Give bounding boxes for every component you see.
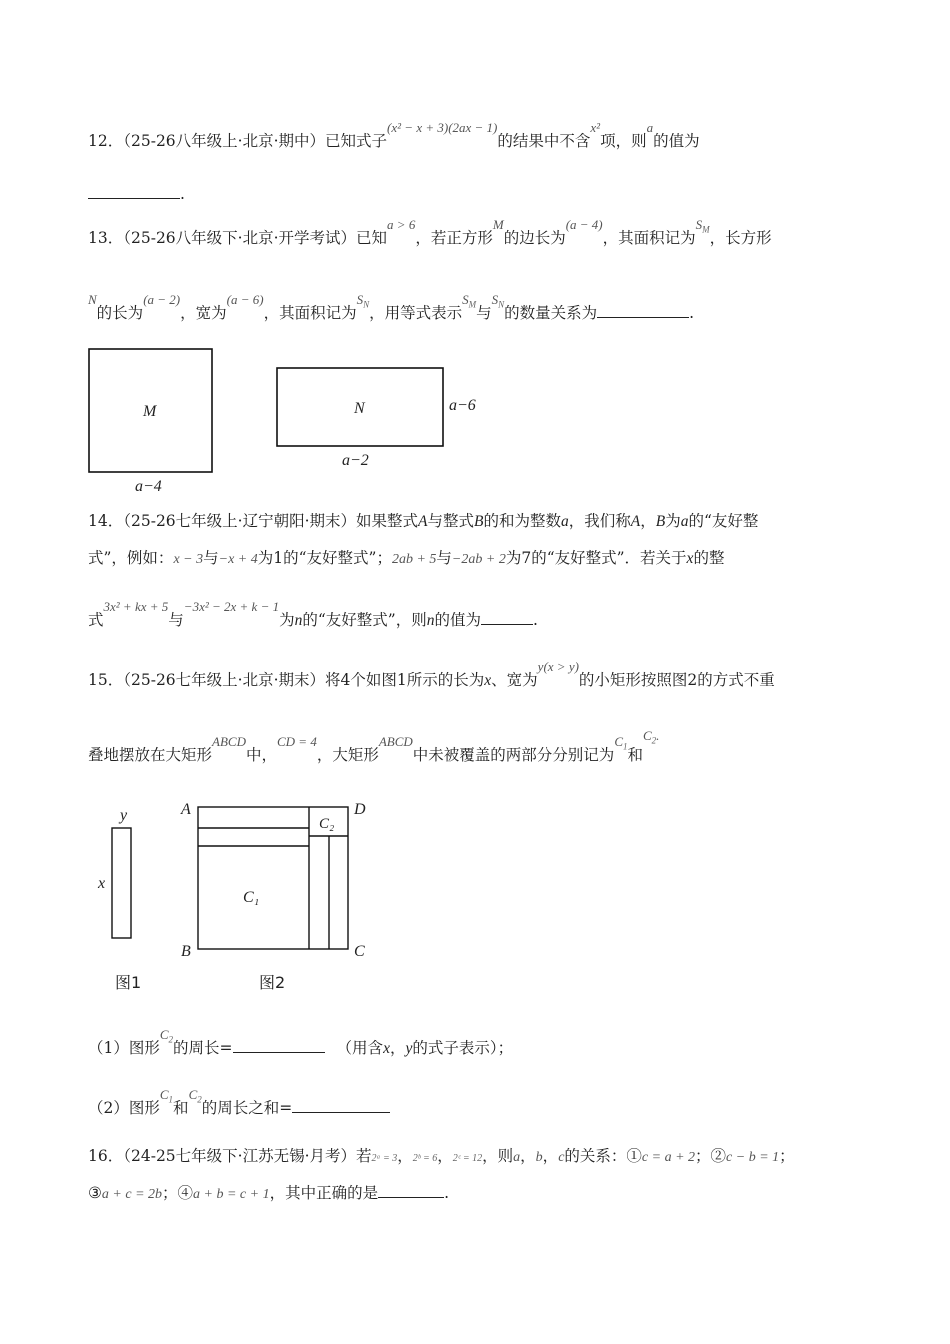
q15-C2 — [643, 728, 660, 746]
q13-text: ，宽为 — [180, 304, 227, 322]
q14-line-1 — [88, 511, 758, 532]
fig1-label-y: y — [120, 807, 128, 824]
q16-expr: 2ᶜ = 12 — [452, 1153, 483, 1164]
q13-text: ，其面积记为 — [602, 229, 696, 247]
q15-text: （用含 — [336, 1039, 384, 1057]
q15-text: 、宽为 — [491, 671, 538, 689]
q15-C1-sub: 1 — [168, 1094, 174, 1105]
q16-expr: 2ᵃ = 3 — [371, 1153, 398, 1164]
q15-var-y: y — [405, 1040, 413, 1057]
q15-C1-sub: 1 — [622, 741, 628, 752]
q15-C2-sub: 2 — [168, 1034, 174, 1045]
q16-comma: ， — [437, 1147, 453, 1165]
q16-comma: ， — [520, 1147, 536, 1165]
q15-text: 中未被覆盖的两部分分别记为 — [412, 746, 615, 764]
q15-text: 叠地摆放在大矩形 — [88, 746, 213, 764]
q15-text: 和 — [627, 746, 643, 764]
q16-period: . — [444, 1184, 450, 1202]
q14-text: ， — [640, 512, 656, 530]
q12-text: 的结果中不含 — [497, 132, 591, 150]
answer-blank[interactable] — [88, 184, 180, 199]
q14-period: . — [533, 611, 538, 629]
q14-var-x: x — [686, 550, 694, 567]
answer-blank[interactable] — [233, 1038, 325, 1053]
q13-SN-sub: N — [363, 299, 370, 310]
q13-text: ，用等式表示 — [369, 304, 463, 322]
q14-text: 如果整式 — [356, 512, 419, 530]
q15-C1 — [614, 734, 628, 752]
q14-source: （25-26七年级上·辽宁朝阳·期末） — [123, 512, 357, 530]
q14-text: 与 — [203, 549, 219, 567]
q16-source: （24-25七年级下·江苏无锡·月考） — [123, 1147, 357, 1165]
q13-SN-2 — [491, 292, 505, 310]
q14-text: 为1的“友好整式”； — [257, 549, 392, 567]
q14-text: ，我们称 — [568, 512, 631, 530]
q15-C1-letter: C — [614, 734, 623, 749]
q13-var-N: N — [88, 292, 97, 307]
q14-number: 14． — [88, 512, 124, 530]
q14-var-A: A — [630, 513, 641, 530]
q14-text: 与 — [436, 549, 452, 567]
q13-line-1 — [88, 217, 772, 254]
q16-line-1 — [88, 1146, 795, 1169]
q14-text: 的“友好整 — [688, 512, 759, 530]
q16-text: ③ — [88, 1184, 102, 1202]
q15-C1-letter: C — [159, 1087, 169, 1102]
fig2-label-C: C — [354, 943, 365, 960]
q14-var-B: B — [655, 513, 666, 530]
q14-text: 与 — [168, 611, 184, 629]
q13-SM-2 — [462, 292, 477, 310]
answer-blank[interactable] — [481, 610, 533, 625]
q13-SM-letter: S — [695, 217, 703, 232]
q14-text: 为 — [665, 512, 681, 530]
q15-text: ，大矩形 — [316, 746, 379, 764]
q13-text: ，长方形 — [709, 229, 772, 247]
q13-SM-letter: S — [462, 292, 469, 307]
fig2-label-A: A — [181, 801, 191, 818]
q13-text: 的数量关系为 — [504, 304, 598, 322]
q14-text: 式”，例如： — [88, 549, 174, 567]
q16-line-2 — [88, 1183, 449, 1205]
q15-C2-letter: C — [159, 1027, 169, 1042]
q16-text: ；② — [695, 1147, 727, 1165]
q16-comma: ， — [397, 1147, 413, 1165]
q13-var-M: M — [492, 217, 504, 232]
q12-expression: (x² − x + 3)(2ax − 1) — [387, 120, 498, 135]
q15-C2-letter: C — [188, 1087, 198, 1102]
q16-relation-3: a + c = 2b — [101, 1187, 163, 1202]
q15-line-2 — [88, 728, 660, 771]
q14-var-n: n — [426, 612, 435, 629]
q15-period: . — [656, 728, 660, 743]
q16-comma: ， — [542, 1147, 559, 1165]
q16-relation-2: c − b = 1 — [726, 1150, 780, 1165]
q14-text: 与整式 — [427, 512, 475, 530]
q15-C2-sub: 2 — [197, 1094, 202, 1105]
q14-expr: −x + 4 — [218, 552, 258, 567]
q13-SN-sub: N — [498, 299, 505, 310]
q13-text: 的边长为 — [503, 229, 566, 247]
q13-number: 13． — [88, 229, 124, 247]
q14-text: 为7的“友好整式”．若关于 — [505, 549, 687, 567]
q15-CD: CD = 4 — [276, 734, 317, 749]
q14-text: 的“友好整式”，则 — [302, 611, 427, 629]
q13-width: (a − 6) — [226, 292, 264, 307]
q12-x-squared: x² — [590, 120, 601, 135]
q15-ABCD: ABCD — [378, 734, 413, 749]
q13-SM-sub: M — [702, 224, 710, 235]
q12-source: （25-26八年级上·北京·期中） — [123, 132, 326, 150]
q16-expr: 2ᵇ = 6 — [412, 1153, 438, 1164]
q15-var-x: x — [484, 672, 492, 689]
q15-text: 的小矩形按照图2的方式不重 — [578, 671, 775, 689]
q16-relation-1: c = a + 2 — [641, 1150, 696, 1165]
q15-ABCD: ABCD — [212, 734, 246, 749]
q15-text: 和 — [173, 1099, 189, 1117]
q15-text: （1）图形 — [88, 1039, 160, 1057]
q13-SM — [695, 217, 710, 235]
fig2-label-B: B — [181, 943, 191, 960]
q13-SN-letter: S — [491, 292, 499, 307]
answer-blank[interactable] — [597, 303, 689, 318]
q15-C2-sub: 2 — [651, 735, 657, 746]
q15-y-condition: y(x > y) — [537, 659, 579, 674]
q13-text: 已知 — [356, 229, 388, 247]
fig2-caption: 图2 — [259, 973, 286, 992]
q16-relation-4: a + b = c + 1 — [193, 1187, 270, 1202]
q16-text: ； — [779, 1147, 795, 1165]
q16-number: 16． — [88, 1147, 124, 1165]
q12-var-a: a — [646, 120, 654, 135]
q12-line-2 — [88, 184, 185, 204]
q15-text: 将4个如图1所示的长为 — [325, 671, 485, 689]
q13-text: 与 — [476, 304, 492, 322]
q14-expr: 3x² + kx + 5 — [103, 599, 169, 614]
q13-text: ，其面积记为 — [263, 304, 357, 322]
q14-text: 的和为整数 — [483, 512, 562, 530]
q16-text: ，则 — [482, 1147, 514, 1165]
q14-expr: x − 3 — [173, 552, 204, 567]
q12-line-1 — [88, 120, 700, 152]
q14-expr: −3x² − 2x + k − 1 — [183, 599, 280, 614]
label-M: M — [143, 403, 157, 420]
q16-text: ，其中正确的是 — [269, 1184, 379, 1202]
q14-expr: 2ab + 5 — [391, 552, 437, 567]
q15-source: （25-26七年级上·北京·期末） — [123, 671, 326, 689]
q16-var-b: b — [535, 1150, 543, 1165]
q15-part-1 — [88, 1027, 514, 1064]
q15-C2-ref — [188, 1087, 202, 1105]
q15-C2-letter: C — [643, 728, 652, 743]
q13-length: (a − 2) — [143, 292, 181, 307]
q14-var-B: B — [474, 513, 484, 530]
q14-var-n: n — [294, 612, 303, 629]
q15-text: ， — [389, 1039, 406, 1057]
q14-text: 的整 — [693, 549, 725, 567]
label-a-2: a−2 — [342, 452, 369, 469]
q16-var-a: a — [513, 1150, 521, 1165]
q15-number: 15． — [88, 671, 124, 689]
q13-condition: a > 6 — [387, 217, 416, 232]
q15-text: 的周长= — [173, 1039, 233, 1057]
fig1-caption: 图1 — [115, 973, 142, 992]
q12-period: . — [180, 185, 185, 203]
q16-text: 若 — [356, 1147, 372, 1165]
q15-var-x: x — [383, 1040, 390, 1057]
fig2-label-C1: C₁ — [243, 889, 260, 906]
q13-side: (a − 4) — [565, 217, 603, 232]
fig2-label-C2: C₂ — [319, 816, 335, 832]
q13-figure — [80, 340, 500, 500]
q13-source: （25-26八年级下·北京·开学考试） — [123, 229, 357, 247]
q13-text: ，若正方形 — [415, 229, 493, 247]
q12-text: 项，则 — [600, 132, 647, 150]
answer-blank[interactable] — [292, 1098, 390, 1113]
q13-SN — [356, 292, 370, 310]
q16-var-c: c — [558, 1150, 565, 1165]
q14-line-2 — [88, 548, 724, 570]
q12-number: 12． — [88, 132, 124, 150]
q12-text: 的值为 — [653, 132, 700, 150]
q13-text: 的长为 — [96, 304, 144, 322]
answer-blank[interactable] — [378, 1183, 444, 1198]
q15-C1-ref — [159, 1087, 174, 1105]
label-a-4: a−4 — [135, 478, 162, 495]
q15-part-2 — [88, 1087, 390, 1124]
q15-line-1 — [88, 659, 775, 691]
q15-text: 的式子表示）； — [412, 1039, 514, 1057]
q14-var-A: A — [418, 513, 428, 530]
q13-period: . — [689, 304, 695, 322]
q14-text: 为 — [279, 611, 295, 629]
q15-text: 的周长之和= — [201, 1099, 293, 1117]
label-a-6: a−6 — [449, 397, 476, 414]
q14-var-a: a — [561, 513, 569, 530]
q13-SN-letter: S — [356, 292, 364, 307]
q13-SM-sub: M — [468, 299, 477, 310]
q15-text: （2）图形 — [88, 1099, 160, 1117]
q16-text: 的关系：① — [564, 1147, 642, 1165]
q14-text: 的值为 — [434, 611, 481, 629]
q14-text: 式 — [88, 611, 104, 629]
q15-text: 中， — [245, 746, 277, 764]
q14-expr: −2ab + 2 — [451, 552, 506, 567]
fig2-label-D: D — [354, 801, 366, 818]
q13-line-2 — [88, 292, 695, 329]
q14-line-3 — [88, 599, 538, 631]
fig1-rect — [112, 828, 131, 938]
q14-var-a: a — [680, 513, 689, 530]
q15-C2-ref — [159, 1027, 174, 1045]
q12-text: 已知式子 — [325, 132, 388, 150]
q16-text: ；④ — [162, 1184, 194, 1202]
q15-figure — [90, 795, 390, 1000]
fig1-label-x: x — [98, 875, 106, 892]
label-N: N — [354, 400, 365, 417]
